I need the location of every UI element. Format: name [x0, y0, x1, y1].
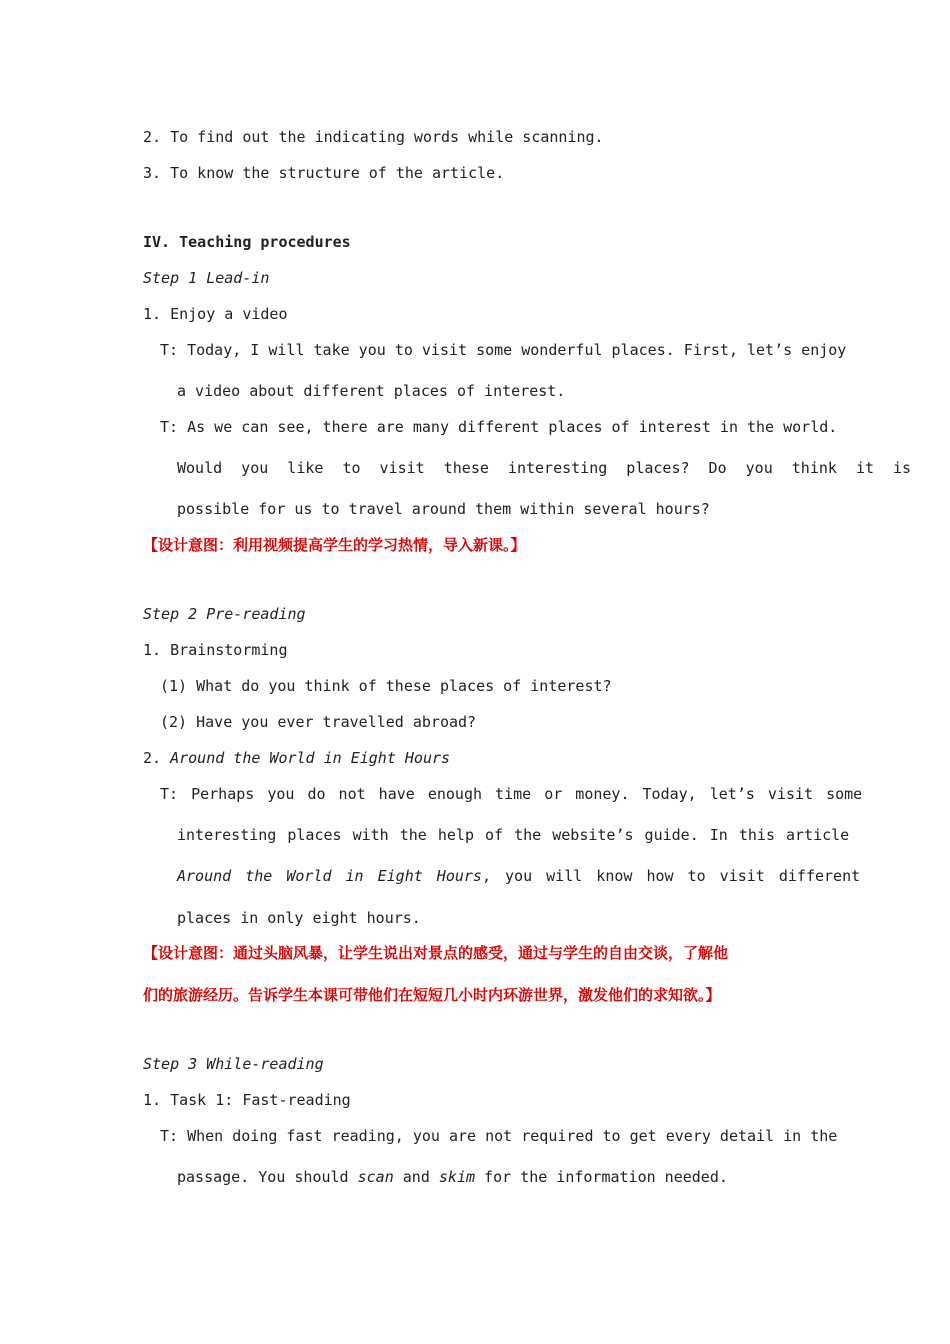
step1-teacher1-line1: T: Today, I will take you to visit some wonderful places. First, let’s enjoy [160, 341, 847, 359]
step3-scan-word: scan [357, 1168, 394, 1186]
step2-teacher-line3-title: Around the World in Eight Hours [177, 867, 482, 885]
step3-teacher-line1: T: When doing fast reading, you are not required to get every detail in the [160, 1127, 838, 1145]
step2-teacher-line2: interesting places with the help of the website’s guide. In this article [177, 826, 850, 844]
step2-teacher-line3-rest: , you will know how to visit different [481, 867, 861, 885]
step3-teacher-line2-b: and [393, 1168, 439, 1186]
step2-item2-title: Around the World in Eight Hours [170, 749, 451, 767]
step1-design-intent: 【设计意图：利用视频提高学生的学习热情，导入新课。】 [143, 536, 526, 554]
step1-item1: 1. Enjoy a video [143, 305, 288, 323]
step1-teacher2-line2-text: Would you like to visit these interesting places? Do you think it is [177, 459, 912, 477]
step1-teacher2-line3: possible for us to travel around them within several hours? [177, 500, 710, 518]
step3-teacher-line2 [177, 1167, 728, 1187]
step3-teacher-line2-a: passage. You should [177, 1168, 358, 1186]
step3-skim-word: skim [438, 1168, 476, 1186]
step2-question1: (1) What do you think of these places of interest? [160, 677, 612, 695]
step3-teacher-line2-c: for the information needed. [475, 1168, 728, 1186]
step2-question2: (2) Have you ever travelled abroad? [160, 713, 477, 731]
step1-teacher1-line2: a video about different places of interest. [177, 382, 566, 400]
step2-item1: 1. Brainstorming [143, 641, 288, 659]
objective-3: 3. To know the structure of the article. [143, 164, 505, 182]
step1-teacher2-line2 [177, 458, 912, 478]
step2-teacher-line4: places in only eight hours. [177, 909, 421, 927]
step2-teacher-line3 [177, 866, 860, 886]
section-heading: IV. Teaching procedures [143, 233, 351, 251]
step2-design-intent-line1: 【设计意图：通过头脑风暴，让学生说出对景点的感受，通过与学生的自由交谈，了解他 [143, 944, 729, 962]
step2-teacher-line1: T: Perhaps you do not have enough time or money. Today, let’s visit some [160, 785, 863, 803]
step3-item1: 1. Task 1: Fast-reading [143, 1091, 351, 1109]
step2-item2 [143, 748, 450, 768]
step2-title: Step 2 Pre-reading [143, 605, 306, 623]
step1-teacher2-line1: T: As we can see, there are many different places of interest in the world. [160, 418, 838, 436]
step1-title: Step 1 Lead-in [143, 269, 270, 287]
objective-2: 2. To find out the indicating words while scanning. [143, 128, 604, 146]
step3-title: Step 3 While-reading [143, 1055, 324, 1073]
step2-design-intent-line2: 们的旅游经历。告诉学生本课可带他们在短短几小时内环游世界，激发他们的求知欲。】 [143, 986, 721, 1004]
step2-item2-number: 2. [143, 749, 171, 767]
